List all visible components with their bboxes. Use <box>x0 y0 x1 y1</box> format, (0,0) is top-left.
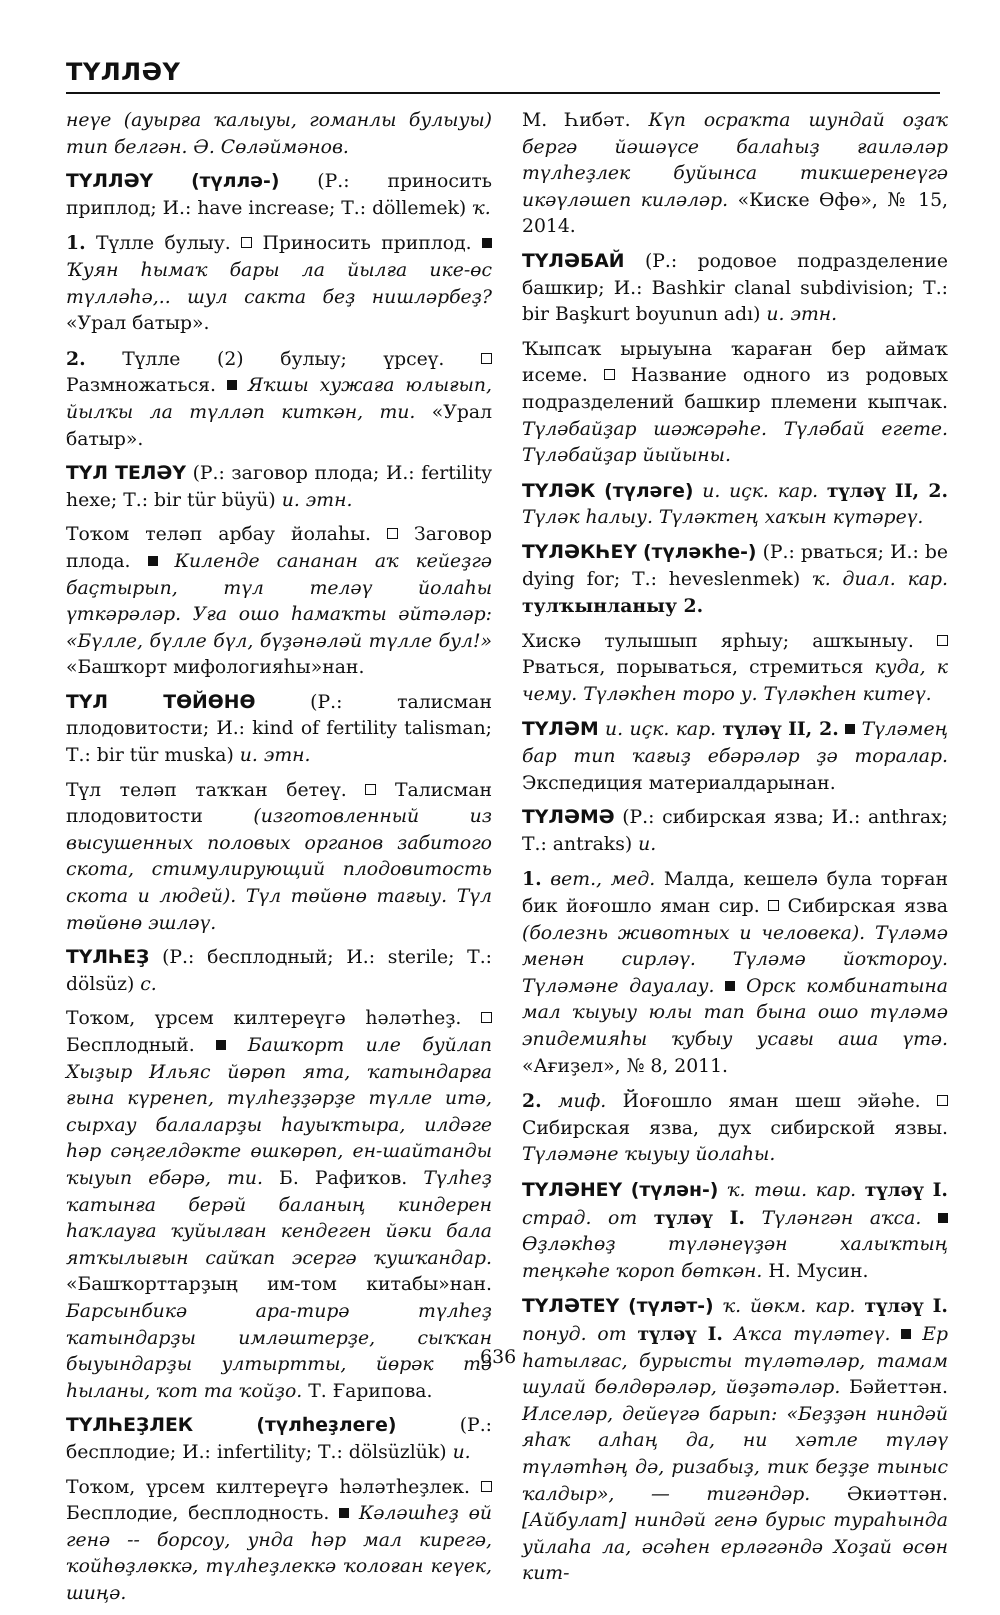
square-icon <box>604 369 615 380</box>
filled-square-icon <box>216 1040 226 1050</box>
continuation-paragraph: неүе (ауырға ҡалыуы, гоманлы булыуы) тип белгән. Ә. Сөләймәнов. <box>66 110 492 158</box>
continuation-paragraph: М. Һибәт. Күп осраҡта шундай оҙаҡ бергә йәшәүсе балаһыҙ ғаиләләр түлһеҙлек буйынса тикшеренеүгә икәүләшеп киләләр. «Киске Өфө», № 15, 2014. <box>522 110 948 238</box>
square-icon <box>481 353 492 364</box>
headword: ТҮЛ ТӨЙӨНӨ <box>66 691 256 713</box>
etymology: (Р.: приносить приплод; И.: have increase; Т.: döllemek) <box>66 171 492 219</box>
running-head: ТҮЛЛӘҮ <box>66 58 181 86</box>
square-icon <box>387 528 398 539</box>
filled-square-icon <box>482 238 492 248</box>
headword: ТҮЛӘБАЙ <box>522 250 625 272</box>
entry-tulaneu: ТҮЛӘНЕҮ (түлән-) ҡ. төш. кар. түләү I. страд. от түләү I. Түләнгән аҡса. Өҙләкһөҙ түләнеүҙән халыҡтың теңкәһе ҡороп бөткән. Н. Мусин. <box>522 1178 948 1282</box>
headword: ТҮЛӘТЕҮ <box>522 1296 620 1318</box>
square-icon <box>365 784 376 795</box>
headword: ТҮЛӘМ <box>522 719 599 741</box>
entry-tullau: ТҮЛЛӘҮ (түллә-) (Р.: приносить приплод; И.: have increase; Т.: döllemek) ҡ. 1. Түлле булыу. Приносить приплод. Ҡуян һымаҡ бары ла йылға ике-өс түлләһә,.. шул сакта беҙ нишләрбеҙ? «Урал батыр». 2. Түлле (2) булыу; үрсеү. Размножаться. Яҡшы хужаға юлығып, йылҡы ла түлләп киткән, ти. «Урал батыр». <box>66 171 492 450</box>
page-number: 636 <box>480 1346 517 1368</box>
filled-square-icon <box>901 1329 911 1339</box>
entry-tulhezlek: ТҮЛҺЕҘЛЕК (түлһеҙлеге) (Р.: бесплодие; И.: infertility; Т.: dölsüzlük) и. Тоҡом, үрсем килтереүгә һәләтһеҙлек. Бесплодие, бесплодность. Кәләшһеҙ өй генә -- борсоу, унда һәр мал кирегә, ҡойһөҙлөккә, түлһеҙлеккә ҡолоған кеүек, шиңә. <box>66 1415 492 1604</box>
headword: ТҮЛҺЕҘ <box>66 947 150 969</box>
entry-tulam: ТҮЛӘМ и. иҫк. кар. түләү II, 2. Түләмең бар тип ҡағыҙ ебәрәләр ҙә торалар. Экспедиция материалдарынан. <box>522 718 948 794</box>
entry-tulhez: ТҮЛҺЕҘ (Р.: бесплодный; И.: sterile; Т.: dölsüz) с. Тоҡом, үрсем килтереүгә һәләтһеҙ. Бесплодный. Башҡорт иле буйлап Хыҙыр Ильяс йөрөп ята, ҡатындарға ғына күренеп, түлһеҙҙәрҙе түлле итә, сырхау балаларҙы һауыҡтыра, илдәге һәр сәңгелдәкте өшкөрөп, ен-шайтанды ҡыуып ебәрә, ти. Б. Рафиҡов. Түлһеҙ ҡатынға берәй баланың киндерен һаҡлауға ҡуйылған кендеген йәки бала ятҡылығын сайҡап эсергә ҡушҡандар. «Башҡорттарҙың им-том китабы»нан. Барсынбикә ара-тирә түлһеҙ ҡатындарҙы имләштерҙе, сыҡҡан быуындарҙы ултыртты, йөрәк тә һыланы, ҡот та ҡойҙо. Т. Ғарипова. <box>66 947 493 1402</box>
filled-square-icon <box>938 1213 948 1223</box>
entry-tulama: ТҮЛӘМӘ (Р.: сибирская язва; И.: anthrax; Т.: antraks) и. 1. вет., мед. Малда, кешелә була торған бик йоғошло яман сир. Сибирская язва (болезнь животных и человека). Түләмә менән сирләү. Түләмә йоҡтороу. Түләмәне дауалау. Орск комбинатына мал ҡыуыу юлы тап бына ошо түләмә эпидемияһы ҡубыу усағы аша үтә. «Ағиҙел», № 8, 2011. 2. миф. Йоғошло яман шеш эйәһе. Сибирская язва, дух сибирской язвы. Түләмәне ҡыуыу йолаһы. <box>522 807 948 1166</box>
entry-tulateu: ТҮЛӘТЕҮ (түләт-) ҡ. йөкм. кар. түләү I. понуд. от түләү I. Аҡса түләтеү. Ер һатылғас, бурысты түләтәләр, тамам шулай бөлдөрәләр, йөҙәтәләр. Бәйеттән. Илселәр, дейеүгә барып: «Беҙҙән ниндәй яһаҡ алһаң да, ни хәтле түләү түләтһәң дә, ризабыҙ, тик беҙҙе тыныс ҡалдыр», — тигәндәр. Әкиәттән. [Айбулат] ниндәй генә бурыс тураһында уйлаһа ла, әсәһен ерләгәндә Хоҙай өсөн кит- <box>522 1295 948 1585</box>
right-column <box>522 108 948 1596</box>
entry-tulabay: ТҮЛӘБАЙ (Р.: родовое подразделение башкир; И.: Bashkir clanal subdivision; Т.: bir Başkurt boyunun adı) и. этн. Ҡыпсаҡ ырыуына ҡараған бер аймаҡ исеме. Название одного из родовых подразделений башкир племени кыпчак. Түләбайҙар шәжәрәһе. Түләбай егете. Түләбайҙар йыйыны. <box>522 250 948 467</box>
square-icon <box>937 1095 948 1106</box>
filled-square-icon <box>227 380 237 390</box>
filled-square-icon <box>725 981 735 991</box>
headword: ТҮЛЛӘҮ <box>66 171 154 193</box>
filled-square-icon <box>845 724 855 734</box>
left-column <box>66 108 492 1615</box>
headword: ТҮЛӘКҺЕҮ <box>522 541 637 563</box>
filled-square-icon <box>148 556 158 566</box>
entry-tul-toyono: ТҮЛ ТӨЙӨНӨ (Р.: талисман плодовитости; И.: kind of fertility talisman; Т.: bir tür muska) и. этн. Түл теләп таҡҡан бетеү. Талисман плодовитости (изготовленный из высушенных половых органов забитого скота, стимулирующий плодовитость скота и людей). Түл төйөнө тағыу. Түл төйөнө эшләү. <box>66 691 492 934</box>
headword: ТҮЛӘМӘ <box>522 807 615 829</box>
filled-square-icon <box>339 1508 349 1518</box>
entry-tulakheu: ТҮЛӘКҺЕҮ (түләкһе-) (Р.: рваться; И.: be dying for; Т.: heveslenmek) ҡ. диал. кар. тулҡынланыу 2. Хискә тулышып ярһыу; ашҡыныу. Рваться, порываться, стремиться куда, к чему. Түләкһен торо у. Түләкһен китеү. <box>522 541 948 705</box>
square-icon <box>937 635 948 646</box>
square-icon <box>768 900 779 911</box>
headword: ТҮЛҺЕҘЛЕК <box>66 1415 194 1437</box>
entry-tul-telau: ТҮЛ ТЕЛӘҮ (Р.: заговор плода; И.: fertility hexe; Т.: bir tür büyü) и. этн. Тоҡом теләп арбау йолаһы. Заговор плода. Киленде сананан аҡ кейеҙгә баҫтырып, түл теләү йолаһы үткәрәләр. Уға ошо һамаҡты әйтәләр: «Бүлле, бүлле бүл, бүҙәнәләй түлле бул!» «Башҡорт мифологияһы»нан. <box>66 463 492 679</box>
headword: ТҮЛӘК <box>522 480 596 502</box>
square-icon <box>481 1481 492 1492</box>
headword: ТҮЛӘНЕҮ <box>522 1179 623 1201</box>
header-rule <box>66 92 940 94</box>
square-icon <box>481 1012 492 1023</box>
square-icon <box>241 237 252 248</box>
entry-tulak: ТҮЛӘК (түләге) и. иҫк. кар. түләү II, 2. Түләк һалыу. Түләктең хаҡын күтәреү. <box>522 479 948 529</box>
headword: ТҮЛ ТЕЛӘҮ <box>66 463 186 485</box>
